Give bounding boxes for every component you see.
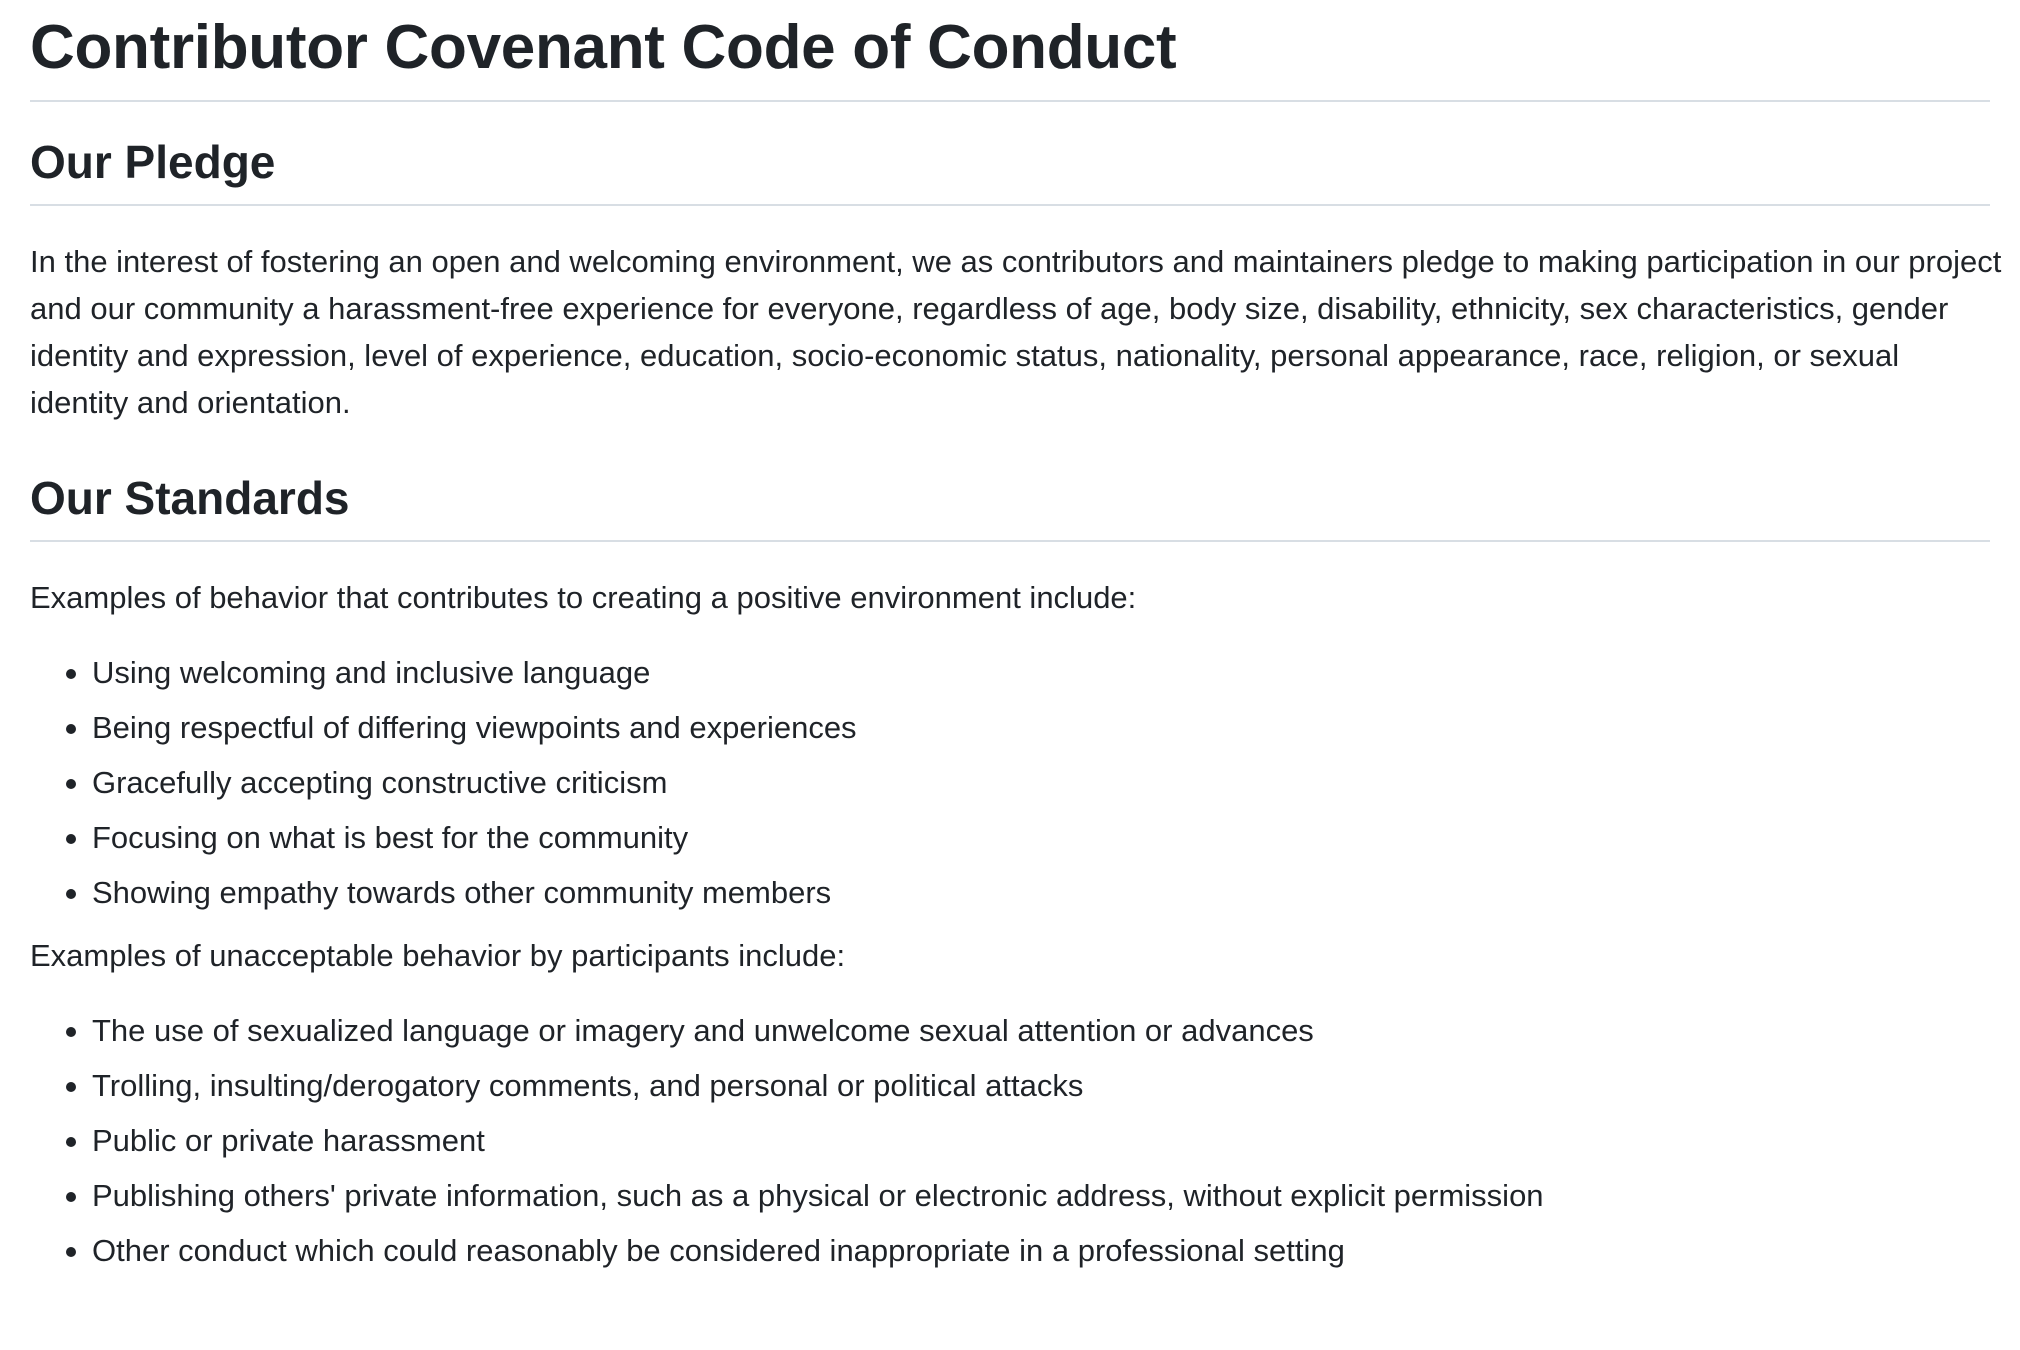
negative-behavior-list — [30, 1011, 1990, 1270]
bullet-icon — [66, 1247, 76, 1257]
bullet-icon — [66, 1137, 76, 1147]
bullet-icon — [66, 834, 76, 844]
list-item-text: Being respectful of differing viewpoints and experiences — [92, 710, 857, 745]
list-item-text: Publishing others' private information, such as a physical or electronic address, without explicit permission — [92, 1178, 1544, 1213]
page-title: Contributor Covenant Code of Conduct — [30, 13, 1177, 82]
bullet-icon — [66, 724, 76, 734]
list-item — [30, 1011, 1990, 1050]
list-item-text: Gracefully accepting constructive criticism — [92, 765, 668, 800]
title-divider — [30, 100, 1990, 102]
negative-behavior-intro: Examples of unacceptable behavior by participants include: — [30, 938, 846, 973]
bullet-icon — [66, 1192, 76, 1202]
list-item-text: Using welcoming and inclusive language — [92, 655, 651, 690]
bullet-icon — [66, 779, 76, 789]
standards-divider — [30, 540, 1990, 542]
list-item — [30, 653, 1990, 692]
list-item — [30, 873, 1990, 912]
bullet-icon — [66, 889, 76, 899]
positive-behavior-list — [30, 653, 1990, 912]
pledge-paragraph: In the interest of fostering an open and welcoming environment, we as contributors and maintainers pledge to making participation in our project and our community a harassment-free experience for everyone, regardless of age, body size, disability, ethnicity, sex characteristics, gender identity and expression, level of experience, education, socio-economic status, nationality, personal appearance, race, religion, or sexual identity and orientation. — [30, 244, 2002, 420]
list-item-text: Other conduct which could reasonably be considered inappropriate in a professional setting — [92, 1233, 1345, 1268]
list-item — [30, 763, 1990, 802]
list-item-text: Public or private harassment — [92, 1123, 485, 1158]
positive-behavior-intro: Examples of behavior that contributes to creating a positive environment include: — [30, 580, 1137, 615]
section-heading-standards: Our Standards — [30, 472, 350, 524]
pledge-divider — [30, 204, 1990, 206]
bullet-icon — [66, 1027, 76, 1037]
section-heading-pledge: Our Pledge — [30, 136, 276, 188]
bullet-icon — [66, 669, 76, 679]
list-item-text: Showing empathy towards other community members — [92, 875, 832, 910]
list-item — [30, 818, 1990, 857]
list-item — [30, 1066, 1990, 1105]
bullet-icon — [66, 1082, 76, 1092]
list-item — [30, 708, 1990, 747]
list-item-text: Trolling, insulting/derogatory comments, and personal or political attacks — [92, 1068, 1084, 1103]
list-item — [30, 1231, 1990, 1270]
list-item-text: Focusing on what is best for the community — [92, 820, 689, 855]
list-item — [30, 1121, 1990, 1160]
list-item — [30, 1176, 1990, 1215]
list-item-text: The use of sexualized language or imagery and unwelcome sexual attention or advances — [92, 1013, 1314, 1048]
